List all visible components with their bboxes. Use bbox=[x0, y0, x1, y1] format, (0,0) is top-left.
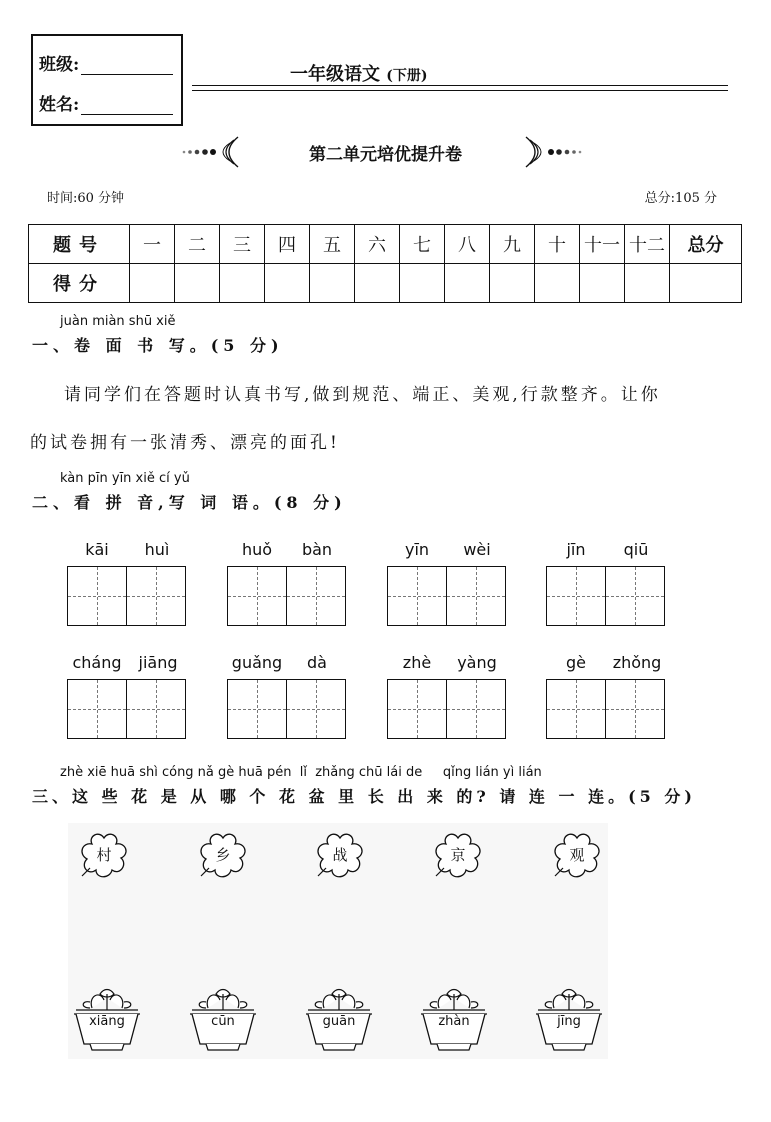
unit-title: 第二单元培优提升卷 bbox=[309, 145, 462, 165]
writing-cell[interactable] bbox=[546, 566, 606, 626]
volume-label: (下册) bbox=[386, 68, 428, 84]
total-header: 总分 bbox=[670, 225, 742, 264]
pinyin-label: kāi bbox=[85, 540, 109, 559]
writing-cell[interactable] bbox=[286, 566, 346, 626]
score-cell[interactable] bbox=[535, 264, 580, 303]
writing-cell[interactable] bbox=[227, 566, 287, 626]
flower-char: 战 bbox=[332, 846, 348, 864]
pot-pinyin: zhàn bbox=[438, 1014, 470, 1029]
name-label: 姓名: bbox=[39, 95, 80, 115]
pinyin-label: jiāng bbox=[138, 653, 178, 672]
writing-cell[interactable] bbox=[387, 679, 447, 739]
score-cell[interactable] bbox=[400, 264, 445, 303]
section1-text-line2: 的试卷拥有一张清秀、漂亮的面孔! bbox=[30, 433, 340, 453]
flower-item[interactable] bbox=[312, 832, 368, 878]
column-header: 五 bbox=[310, 225, 355, 264]
row-label: 得分 bbox=[29, 264, 130, 303]
score-cell[interactable] bbox=[625, 264, 670, 303]
writing-cell[interactable] bbox=[67, 679, 127, 739]
score-cell[interactable] bbox=[445, 264, 490, 303]
pinyin-label: bàn bbox=[301, 540, 333, 559]
score-cell[interactable] bbox=[670, 264, 742, 303]
right-ornament-icon bbox=[512, 134, 584, 170]
flower-char: 村 bbox=[96, 846, 112, 864]
pinyin-label: jīn bbox=[566, 540, 586, 559]
column-header: 一 bbox=[130, 225, 175, 264]
pinyin-label: guǎng bbox=[231, 653, 283, 672]
flower-char: 京 bbox=[450, 846, 466, 864]
score-cell[interactable] bbox=[265, 264, 310, 303]
header-rule-2 bbox=[192, 90, 728, 91]
flower-char: 观 bbox=[569, 846, 585, 864]
row-label: 题号 bbox=[29, 225, 130, 264]
student-info-box bbox=[31, 34, 183, 126]
flower-pot[interactable] bbox=[186, 986, 260, 1052]
writing-cell[interactable] bbox=[605, 679, 665, 739]
section3-heading: 三、这 些 花 是 从 哪 个 花 盆 里 长 出 来 的? 请 连 一 连。(5 分) bbox=[32, 787, 696, 806]
section1-heading: 一、卷 面 书 写。(5 分) bbox=[32, 336, 284, 355]
pinyin-label: zhè bbox=[402, 653, 432, 672]
section1-pinyin: juàn miàn shū xiě bbox=[60, 314, 176, 329]
writing-cell[interactable] bbox=[446, 679, 506, 739]
flower-item[interactable] bbox=[549, 832, 605, 878]
flower-char: 乡 bbox=[215, 846, 231, 864]
score-cell[interactable] bbox=[130, 264, 175, 303]
pinyin-label: dà bbox=[307, 653, 327, 672]
pot-pinyin: jīng bbox=[557, 1014, 581, 1029]
pot-pinyin: guān bbox=[322, 1014, 356, 1029]
subject-title: 一年级语文 (下册) bbox=[290, 64, 428, 85]
section3-pinyin: zhè xiē huā shì cóng nǎ gè huā pén lǐ zhǎng chū lái de qǐng lián yì lián bbox=[60, 765, 542, 780]
column-header: 三 bbox=[220, 225, 265, 264]
column-header: 六 bbox=[355, 225, 400, 264]
class-label: 班级: bbox=[39, 55, 80, 75]
column-header: 九 bbox=[490, 225, 535, 264]
column-header: 二 bbox=[175, 225, 220, 264]
column-header: 七 bbox=[400, 225, 445, 264]
score-table bbox=[28, 224, 742, 303]
score-cell[interactable] bbox=[220, 264, 265, 303]
column-header: 四 bbox=[265, 225, 310, 264]
writing-cell[interactable] bbox=[605, 566, 665, 626]
writing-cell[interactable] bbox=[387, 566, 447, 626]
column-header: 十 bbox=[535, 225, 580, 264]
writing-cell[interactable] bbox=[126, 679, 186, 739]
pinyin-label: huǒ bbox=[241, 540, 273, 559]
class-field[interactable] bbox=[39, 50, 173, 75]
pinyin-label: zhǒng bbox=[612, 653, 662, 672]
column-header: 十一 bbox=[580, 225, 625, 264]
pinyin-label: wèi bbox=[463, 540, 491, 559]
writing-cell[interactable] bbox=[126, 566, 186, 626]
column-header: 八 bbox=[445, 225, 490, 264]
section2-pinyin: kàn pīn yīn xiě cí yǔ bbox=[60, 471, 190, 486]
total-score: 总分:105 分 bbox=[644, 191, 717, 206]
pinyin-label: cháng bbox=[72, 653, 122, 672]
writing-cell[interactable] bbox=[67, 566, 127, 626]
flower-pot[interactable] bbox=[417, 986, 491, 1052]
flower-pot[interactable] bbox=[70, 986, 144, 1052]
pinyin-label: huì bbox=[144, 540, 170, 559]
writing-cell[interactable] bbox=[546, 679, 606, 739]
name-field[interactable] bbox=[39, 90, 173, 115]
flower-pot[interactable] bbox=[532, 986, 606, 1052]
flower-item[interactable] bbox=[76, 832, 132, 878]
flower-item[interactable] bbox=[430, 832, 486, 878]
section1-text-line1: 请同学们在答题时认真书写,做到规范、端正、美观,行款整齐。让你 bbox=[64, 385, 661, 405]
writing-cell[interactable] bbox=[227, 679, 287, 739]
column-header: 十二 bbox=[625, 225, 670, 264]
score-cell[interactable] bbox=[490, 264, 535, 303]
writing-cell[interactable] bbox=[446, 566, 506, 626]
time-limit: 时间:60 分钟 bbox=[47, 191, 125, 206]
pot-pinyin: xiāng bbox=[89, 1014, 125, 1029]
score-cell[interactable] bbox=[580, 264, 625, 303]
writing-cell[interactable] bbox=[286, 679, 346, 739]
score-cell[interactable] bbox=[355, 264, 400, 303]
pinyin-label: yīn bbox=[404, 540, 430, 559]
pinyin-label: qiū bbox=[623, 540, 649, 559]
table-row bbox=[29, 225, 742, 264]
table-row bbox=[29, 264, 742, 303]
score-cell[interactable] bbox=[175, 264, 220, 303]
flower-item[interactable] bbox=[195, 832, 251, 878]
header-rule bbox=[192, 85, 728, 86]
pinyin-label: gè bbox=[566, 653, 586, 672]
pot-pinyin: cūn bbox=[211, 1014, 235, 1029]
score-cell[interactable] bbox=[310, 264, 355, 303]
section2-heading: 二、看 拼 音,写 词 语。(8 分) bbox=[32, 493, 347, 512]
flower-pot[interactable] bbox=[302, 986, 376, 1052]
pinyin-label: yàng bbox=[457, 653, 497, 672]
